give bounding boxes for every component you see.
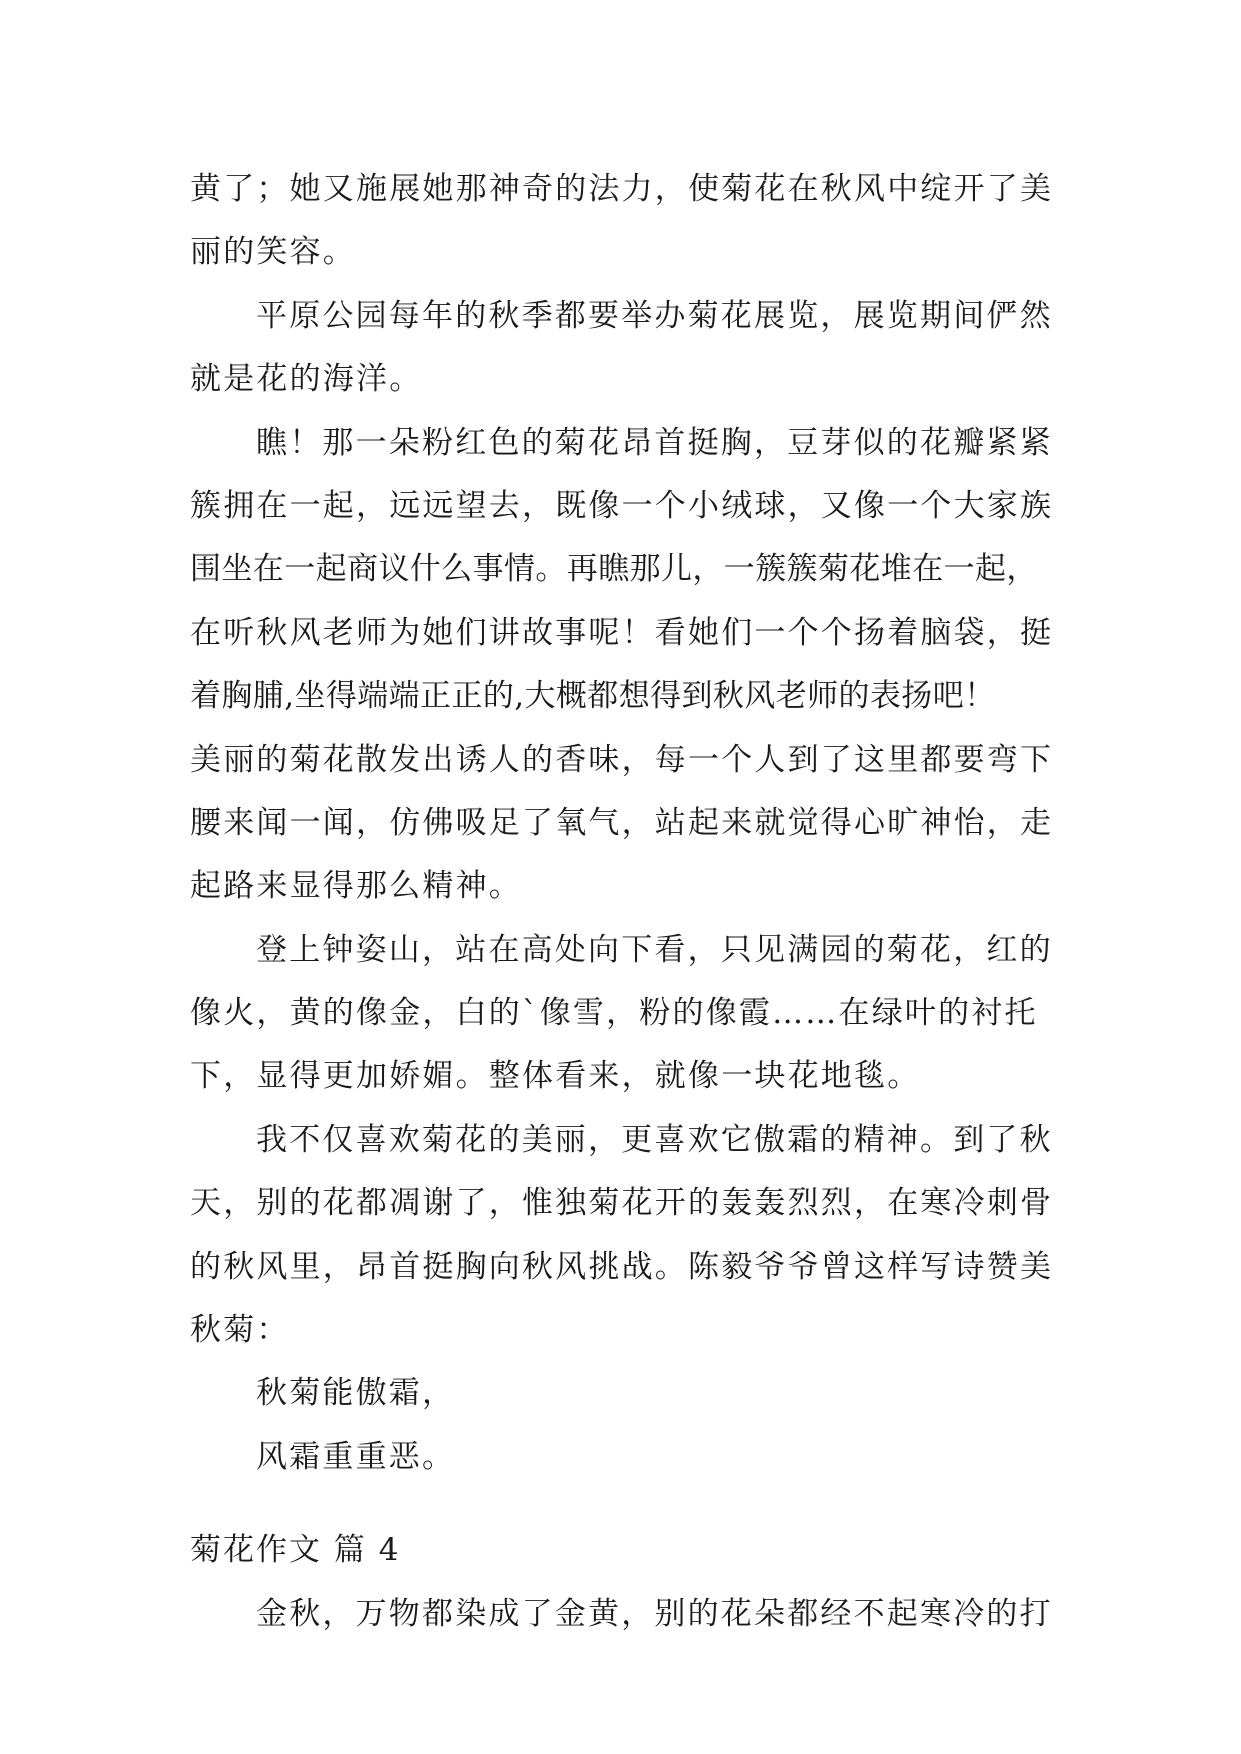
text-line: 下，显得更加娇媚。整体看来，就像一块花地毯。 xyxy=(190,1058,921,1095)
text-line: 的秋风里，昂首挺胸向秋风挑战。陈毅爷爷曾这样写诗赞美 xyxy=(190,1248,1054,1285)
paragraph-start: 平原公园每年的秋季都要举办菊花展览，展览期间俨然 xyxy=(256,297,1053,334)
text-line: 着胸脯,坐得端端正正的,大概都想得到秋风老师的表扬吧！ xyxy=(190,678,996,715)
text-line: 在听秋风老师为她们讲故事呢！看她们一个个扬着脑袋，挺 xyxy=(190,614,1054,651)
text-line: 黄了；她又施展她那神奇的法力，使菊花在秋风中绽开了美 xyxy=(190,171,1054,207)
paragraph-start: 我不仅喜欢菊花的美丽，更喜欢它傲霜的精神。到了秋 xyxy=(256,1121,1053,1158)
paragraph-start: 登上钟姿山，站在高处向下看，只见满园的菊花，红的 xyxy=(256,931,1053,968)
document-page xyxy=(190,158,1058,1646)
text-line: 就是花的海洋。 xyxy=(190,361,423,398)
text-line: 秋菊： xyxy=(190,1312,290,1349)
paragraph-start: 瞧！那一朵粉红色的菊花昂首挺胸，豆芽似的花瓣紧紧 xyxy=(256,424,1053,461)
text-line: 围坐在一起商议什么事情。再瞧那儿，一簇簇菊花堆在一起， xyxy=(190,551,1038,588)
text-line: 腰来闻一闻，仿佛吸足了氧气，站起来就觉得心旷神怡，走 xyxy=(190,804,1054,841)
paragraph-start: 金秋，万物都染成了金黄，别的花朵都经不起寒冷的打 xyxy=(256,1595,1053,1632)
text-line: 像火，黄的像金，白的`像雪，粉的像霞……在绿叶的衬托 xyxy=(190,995,1038,1032)
section-gap xyxy=(190,1489,1058,1519)
text-line: 起路来显得那么精神。 xyxy=(190,868,522,905)
poem-line: 风霜重重恶。 xyxy=(256,1438,456,1475)
section-heading: 菊花作文 篇 4 xyxy=(190,1532,401,1569)
text-line: 天，别的花都凋谢了，惟独菊花开的轰轰烈烈，在寒冷刺骨 xyxy=(190,1185,1054,1222)
text-line: 美丽的菊花散发出诱人的香味，每一个人到了这里都要弯下 xyxy=(190,741,1054,778)
text-line: 丽的笑容。 xyxy=(190,234,356,271)
text-line: 簇拥在一起，远远望去，既像一个小绒球，又像一个大家族 xyxy=(190,487,1054,524)
poem-line: 秋菊能傲霜， xyxy=(256,1375,456,1412)
